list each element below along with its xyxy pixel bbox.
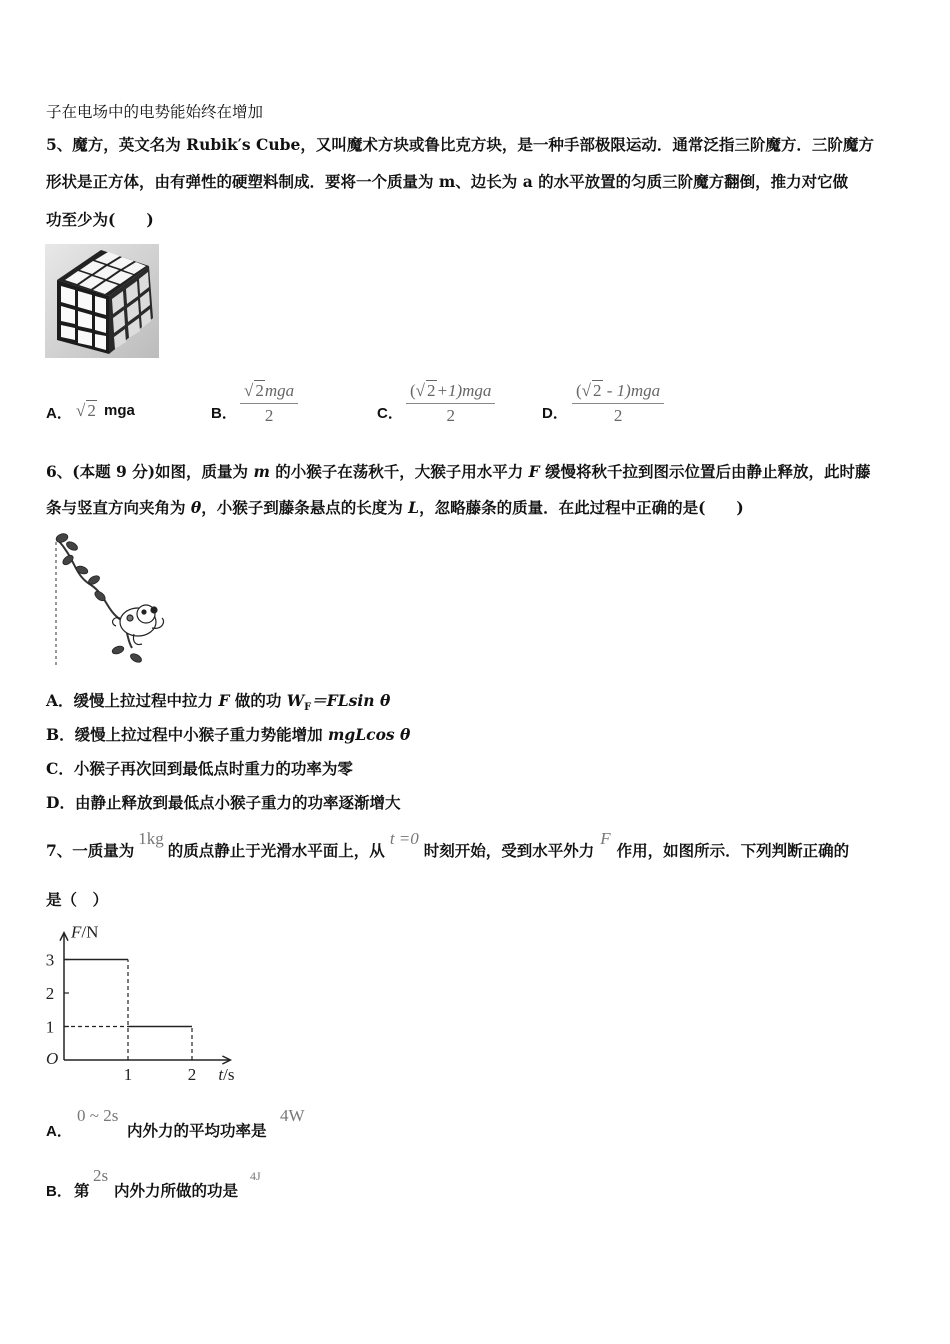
q5-option-c-sqrt: 2 xyxy=(427,381,436,400)
q6-line2-l: L xyxy=(408,498,420,517)
y-tick-label-2: 2 xyxy=(45,984,55,1003)
q6-line1 xyxy=(46,461,871,483)
q5-option-a-tail: mga xyxy=(104,402,135,419)
rubiks-cube-image xyxy=(45,244,159,358)
q6-line2-theta: θ xyxy=(190,498,202,517)
q7-option-b-text-a: 第 xyxy=(74,1181,90,1200)
q6-line1-pre: 6、(本题 9 分)如图，质量为 xyxy=(46,462,254,481)
q6-option-a-sub: F xyxy=(304,702,312,714)
q5-option-c-label: C． xyxy=(377,405,403,422)
q5-option-d-pre: ( xyxy=(576,381,582,400)
q7-line1-a: 7、一质量为 xyxy=(46,841,135,860)
x-tick-label-2: 2 xyxy=(187,1065,197,1084)
q5-option-d-sqrt: 2 xyxy=(593,381,602,400)
q7-option-a-label: A． xyxy=(46,1123,72,1140)
q5-option-a-label: A． xyxy=(46,405,72,422)
force-time-chart xyxy=(38,918,258,1088)
q6-line2 xyxy=(46,497,744,519)
q6-line2-post: ，忽略藤条的质量．在此过程中正确的是( ) xyxy=(419,498,744,517)
q6-line1-m: m xyxy=(253,462,270,481)
continued-text: 子在电场中的电势能始终在增加 xyxy=(46,103,264,121)
q5-line1: 5、魔方，英文名为 Rubik′s Cube，又叫魔术方块或鲁比克方块，是一种手部极限运动．通常泛指三阶魔方．三阶魔方 xyxy=(46,135,874,154)
q5-option-a-formula: √ 2 xyxy=(76,401,96,420)
q6-line2-mid: ，小猴子到藤条悬点的长度为 xyxy=(201,498,409,517)
q5-option-c-den: 2 xyxy=(446,406,455,425)
q7-option-b-time: 2s xyxy=(93,1166,109,1185)
q5-option-b-label: B． xyxy=(211,405,237,422)
y-tick-label-3: 3 xyxy=(45,950,55,970)
q6-option-c-text: 小猴子再次回到最低点时重力的功率为零 xyxy=(73,759,353,778)
q7-option-a-text: 内外力的平均功率是 xyxy=(127,1121,267,1140)
q6-option-d-label: D． xyxy=(46,793,75,812)
q6-option-b xyxy=(46,724,410,746)
origin-label: O xyxy=(46,1049,59,1068)
q6-option-a xyxy=(46,690,390,719)
q5-option-d-fraction: (√ 2 - 1)mga 2 xyxy=(572,380,664,426)
monkey-swing-image xyxy=(46,530,176,670)
q6-line1-f: F xyxy=(528,462,540,481)
q7-line1-d: 作用，如图所示．下列判断正确的 xyxy=(616,841,850,860)
q5-line2: 形状是正方体，由有弹性的硬塑料制成．要将一个质量为 m、边长为 a 的水平放置的匀质三阶魔方翻倒，推力对它做 xyxy=(46,172,849,191)
q5-option-c-fraction: (√ 2+1)mga 2 xyxy=(406,380,495,426)
q6-option-a-text2: 做的功 xyxy=(229,691,287,710)
q7-option-b-text-b: 内外力所做的功是 xyxy=(114,1181,239,1200)
q5-option-b-den: 2 xyxy=(264,406,274,425)
q6-option-b-label: B． xyxy=(46,725,75,744)
q7-force-sym: F xyxy=(600,829,611,848)
q7-option-a-value: 4W xyxy=(280,1106,305,1125)
q5-option-b-sqrt: 2 xyxy=(255,381,264,400)
x-axis-label: t/s xyxy=(218,1065,235,1084)
chart-layer xyxy=(46,923,235,1084)
q6-option-d-text: 由静止释放到最低点小猴子重力的功率逐渐增大 xyxy=(74,793,401,812)
q6-option-d xyxy=(46,792,400,814)
q5-line3: 功至少为( ) xyxy=(46,210,154,229)
q7-option-b-label: B． xyxy=(46,1183,72,1200)
q5-option-d-num: - 1)mga xyxy=(602,381,661,400)
q6-option-c-label: C． xyxy=(46,759,74,778)
q5-option-a-sqrt: 2 xyxy=(87,401,96,420)
q6-option-a-text: 缓慢上拉过程中拉力 xyxy=(73,691,219,710)
q6-option-b-text: 缓慢上拉过程中小猴子重力势能增加 xyxy=(74,725,329,744)
q5-option-b-num: mga xyxy=(264,381,295,400)
q5-option-c-num: +1)mga xyxy=(436,381,492,400)
q6-option-a-f: F xyxy=(218,691,230,710)
q5-option-c-pre: ( xyxy=(410,381,416,400)
y-axis-label: F/N xyxy=(71,922,99,942)
q6-option-b-formula: mgLcos θ xyxy=(328,725,411,744)
y-tick-label-1: 1 xyxy=(45,1017,55,1037)
q7-t-eq: t =0 xyxy=(389,829,419,848)
q7-line1-c: 时刻开始，受到水平外力 xyxy=(423,841,595,860)
q6-line1-post: 缓慢将秋千拉到图示位置后由静止释放，此时藤 xyxy=(539,462,871,481)
x-tick-label-1: 1 xyxy=(123,1065,133,1084)
q7-option-a-range: 0 ~ 2s xyxy=(77,1106,119,1125)
q5-option-b-fraction: √ 2mga 2 xyxy=(240,380,298,426)
q5-option-d-den: 2 xyxy=(613,406,623,425)
q7-option-b-value: 4J xyxy=(250,1169,261,1183)
q7-line1 xyxy=(46,829,850,862)
q6-line1-mid: 的小猴子在荡秋千，大猴子用水平力 xyxy=(269,462,529,481)
q6-option-a-eq: ＝FLsin θ xyxy=(311,691,391,710)
q6-option-a-w: W xyxy=(286,691,305,710)
q7-line1-b: 的质点静止于光滑水平面上，从 xyxy=(167,841,385,860)
q7-line2: 是（ ） xyxy=(46,890,109,909)
q5-option-d-label: D． xyxy=(542,405,568,422)
q6-option-a-label: A． xyxy=(46,691,74,710)
q6-line2-pre: 条与竖直方向夹角为 xyxy=(46,498,191,517)
q7-mass: 1kg xyxy=(138,829,164,848)
q6-option-c xyxy=(46,758,353,780)
